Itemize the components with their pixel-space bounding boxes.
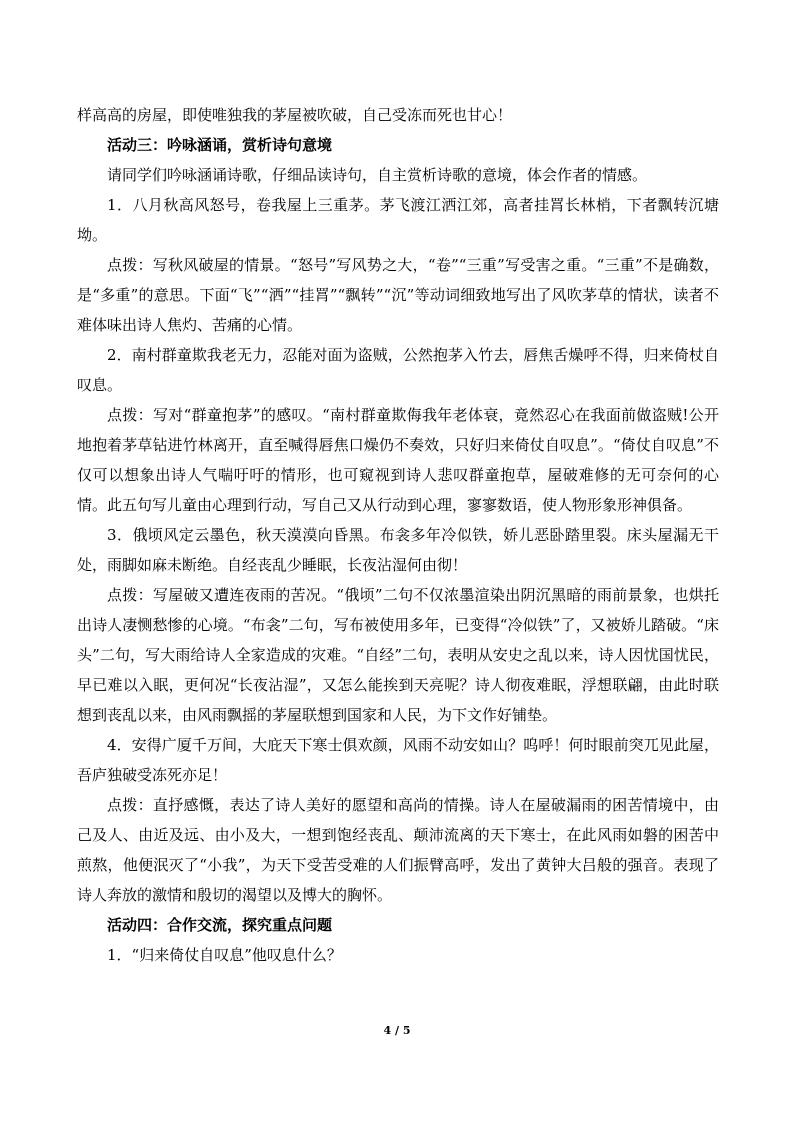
commentary-3: 点拨：写屋破又遭连夜雨的苦况。“俄顷”二句不仅浓墨渲染出阴沉黑暗的雨前景象，也烘托出诗人凄恻愁惨的心境。“布衾”二句，写布被使用多年，已变得“冷似铁”了，又被娇儿踏破。“床头”二句，写大雨给诗人全家造成的灾难。“自经”二句，表明从安史之乱以来，诗人因忧国忧民，早已难以入眠，更何况“长夜沾湿”，又怎么能挨到天亮呢？诗人彻夜难眠，浮想联翩，由此时联想到丧乱以来，由风雨飘摇的茅屋联想到国家和人民，为下文作好铺垫。 — [77, 586, 719, 724]
poem-stanza-3: 3．俄顷风定云墨色，秋天漠漠向昏黑。布衾多年冷似铁，娇儿恶卧踏里裂。床头屋漏无干处，雨脚如麻未断绝。自经丧乱少睡眠，长夜沾湿何由彻！ — [77, 526, 719, 574]
paragraph-instruction: 请同学们吟咏涵诵诗歌，仔细品读诗句，自主赏析诗歌的意境，体会作者的情感。 — [107, 166, 648, 184]
commentary-4: 点拨：直抒感慨，表达了诗人美好的愿望和高尚的情操。诗人在屋破漏雨的困苦情境中，由己及人、由近及远、由小及大，一想到饱经丧乱、颠沛流离的天下寒士，在此风雨如磐的困苦中煎熬，他便泯灭了“小我”，为天下受苦受难的人们振臂高呼，发出了黄钟大吕般的强音。表现了诗人奔放的激情和殷切的渴望以及博大的胸怀。 — [77, 796, 719, 904]
section-heading-activity-3: 活动三：吟咏涵诵，赏析诗句意境 — [107, 136, 333, 154]
document-body — [77, 100, 719, 970]
paragraph-continuation: 样高高的房屋，即使唯独我的茅屋被吹破，自己受冻而死也甘心！ — [77, 106, 513, 124]
poem-stanza-2: 2．南村群童欺我老无力，忍能对面为盗贼，公然抱茅入竹去，唇焦舌燥呼不得，归来倚杖自叹息。 — [77, 346, 719, 394]
poem-stanza-1: 1．八月秋高风怒号，卷我屋上三重茅。茅飞渡江洒江郊，高者挂罥长林梢，下者飘转沉塘坳。 — [77, 196, 719, 244]
commentary-1: 点拨：写秋风破屋的情景。“怒号”写风势之大，“卷”“三重”写受害之重。“三重”不是确数，是“多重”的意思。下面“飞”“洒”“挂罥”“飘转”“沉”等动词细致地写出了风吹茅草的情状，读者不难体味出诗人焦灼、苦痛的心情。 — [77, 256, 719, 334]
page-number: 4 / 5 — [383, 1024, 411, 1037]
commentary-2: 点拨：写对“群童抱茅”的感叹。“南村群童欺侮我年老体衰，竟然忍心在我面前做盗贼!公开地抱着茅草钻进竹林离开，直至喊得唇焦口燥仍不奏效，只好归来倚仗自叹息”。“倚仗自叹息”不仅可以想象出诗人气喘吁吁的情形，也可窥视到诗人悲叹群童抱草，屋破难修的无可奈何的心情。此五句写儿童由心理到行动，写自己又从行动到心理，寥寥数语，使人物形象形神俱备。 — [77, 406, 719, 514]
poem-stanza-4: 4．安得广厦千万间，大庇天下寒士俱欢颜，风雨不动安如山？呜呼！何时眼前突兀见此屋，吾庐独破受冻死亦足！ — [77, 736, 719, 784]
question-1: 1．“归来倚仗自叹息”他叹息什么？ — [107, 946, 342, 964]
section-heading-activity-4: 活动四：合作交流，探究重点问题 — [107, 916, 333, 934]
